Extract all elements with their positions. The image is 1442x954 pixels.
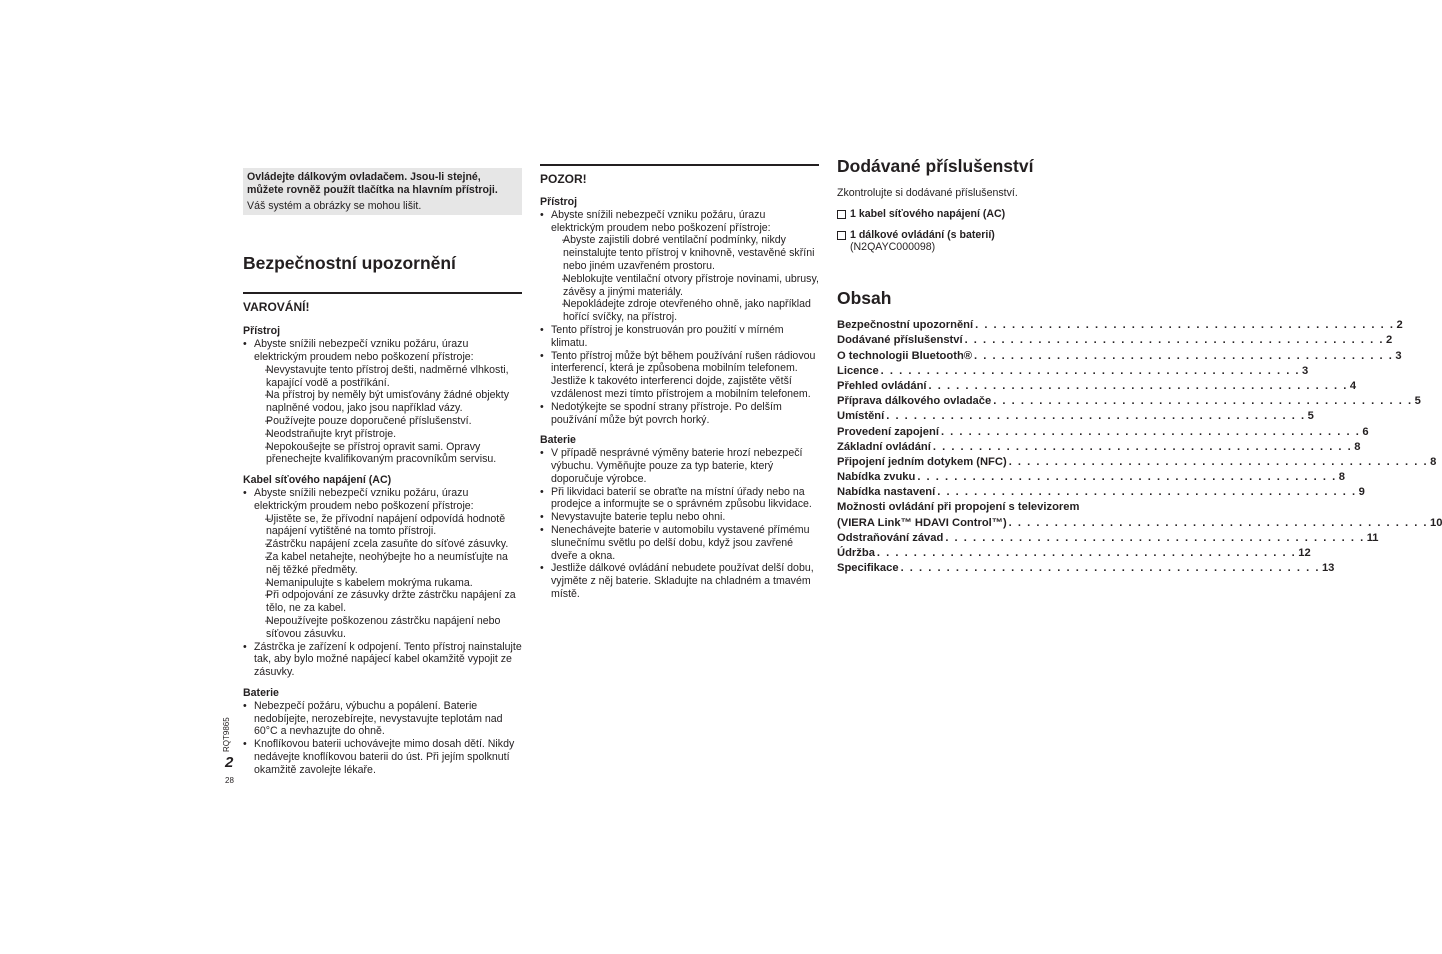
list-item: • Abyste snížili nebezpečí vzniku požáru, úrazu elektrickým proudem nebo poškození přístroje: – Ujistěte se, že přívodní napájení odpovídá hodnotě napájení vytištěné na tomto přístroji. – Zástrčku napájení zcela zasuňte do síťové zásuvky. – Za kabel netahejte, neohýbejte ho a neumísťujte na něj těžké předměty. – Nemanipulujte s kabelem mokrýma rukama. – Při odpojování ze zásuvky držte zástrčku napájení za tělo, ne za kabel. – Nepoužívejte poškozenou zástrčku napájení nebo síťovou zásuvku. [243,487,522,641]
toc-entry-title: Údržba [837,547,875,559]
list-item: • Nenechávejte baterie v automobilu vystavené přímému slunečnímu světlu po delší dobu, když jsou zavřené dveře a okna. [540,524,819,562]
toc-entry-title: Bezpečnostní upozornění [837,319,974,332]
table-of-contents [837,318,1442,576]
toc-entry [837,561,1335,576]
battery-list [540,447,819,601]
warning-heading: VAROVÁNÍ! [243,300,310,315]
toc-entry-page: 2 [1396,319,1403,332]
battery-heading: Baterie [243,686,279,699]
toc-leader-dots: . . . . . . . . . . . . . . . . . . . . . . . . . . . . . . . . . . . . . . . . . . . . . . [928,379,1348,392]
accessory-item: 1 kabel síťového napájení (AC) [837,208,1116,221]
toc-entry-title: Nabídka nastavení [837,486,936,499]
toc-entry-page: 6 [1362,425,1369,438]
accessory-item: 1 dálkové ovládání (s baterií) (N2QAYC000098) [837,229,1116,255]
list-item: – Používejte pouze doporučené příslušenství. [254,415,522,428]
battery-list [243,700,522,777]
toc-entry-title: Příprava dálkového ovladače [837,395,992,408]
toc-entry [837,349,1402,364]
toc-entry-title: Nabídka zvuku [837,471,916,484]
list-item: • Tento přístroj je konstruován pro použití v mírném klimatu. [540,324,819,350]
toc-entry-page: 8 [1354,440,1361,453]
list-item: – Při odpojování ze zásuvky držte zástrčku napájení za tělo, ne za kabel. [254,589,522,615]
toc-entry-title: Licence [837,364,879,377]
toc-entry [837,425,1369,440]
toc-entry [837,318,1403,333]
toc-entry-page: 11 [1366,531,1379,544]
toc-entry [837,485,1365,500]
column-middle [540,164,819,601]
toc-entry-title: (VIERA Link™ HDAVI Control™) [837,516,1007,529]
toc-leader-dots: . . . . . . . . . . . . . . . . . . . . . . . . . . . . . . . . . . . . . . . . . . . . . . [993,395,1413,408]
list-item: • V případě nesprávné výměny baterie hrozí nebezpečí výbuchu. Vyměňujte pouze za typ baterie, který doporučuje výrobce. [540,447,819,485]
safety-title: Bezpečnostní upozornění [243,253,456,274]
toc-entry [837,440,1361,455]
list-item: – Na přístroj by neměly být umisťovány žádné objekty naplněné vodou, jako jsou například vázy. [254,389,522,415]
note-box [243,168,522,215]
toc-entry-title: O technologii Bluetooth® [837,349,973,362]
column-left [243,168,522,776]
toc-entry [837,409,1314,424]
page-number: 2 [225,754,234,771]
list-item: – Zástrčku napájení zcela zasuňte do síťové zásuvky. [254,538,522,551]
list-item: – Za kabel netahejte, neohýbejte ho a neumísťujte na něj těžké předměty. [254,551,522,577]
list-item: • Zástrčka je zařízení k odpojení. Tento přístroj nainstalujte tak, aby bylo možné napájecí kabel okamžitě vypojit ze zásuvky. [243,641,522,679]
note-bold: Ovládejte dálkovým ovladačem. Jsou-li stejné, můžete rovněž použít tlačítka na hlavním přístroji. [247,171,498,196]
device-list [243,338,522,466]
caution-heading: POZOR! [540,172,587,186]
toc-entry-title: Dodávané příslušenství [837,334,963,347]
toc-entry-page: 13 [1321,562,1335,575]
toc-entry-title: Provedení zapojení [837,425,939,438]
toc-leader-dots: . . . . . . . . . . . . . . . . . . . . . . . . . . . . . . . . . . . . . . . . . . . . . . [1008,516,1429,529]
accessories-intro: Zkontrolujte si dodávané příslušenství. [837,187,1018,199]
toc-entry-page: 9 [1358,486,1365,499]
list-item: • Jestliže dálkové ovládání nebudete používat delší dobu, vyjměte z něj baterie. Skladujte na chladném a tmavém místě. [540,562,819,600]
toc-entry-page: 5 [1414,395,1421,408]
toc-entry-page: 8 [1430,455,1437,468]
list-item: – Nemanipulujte s kabelem mokrýma rukama. [254,577,522,590]
toc-entry [837,455,1437,470]
device-heading: Přístroj [243,325,281,338]
model-code: RQT9865 [222,717,231,752]
toc-leader-dots: . . . . . . . . . . . . . . . . . . . . . . . . . . . . . . . . . . . . . . . . . . . . . . [880,364,1301,377]
toc-entry-page: 4 [1349,379,1357,392]
toc-entry-title: Možnosti ovládání při propojení s televizorem [837,501,1080,514]
list-item: • Nebezpečí požáru, výbuchu a popálení. Baterie nedobíjejte, nerozebírejte, nevystavujte teplotám nad 60°C a nevhazujte do ohně. [243,700,522,738]
cable-list [243,487,522,679]
toc-leader-dots: . . . . . . . . . . . . . . . . . . . . . . . . . . . . . . . . . . . . . . . . . . . . . . [940,425,1361,438]
toc-entry [837,546,1311,561]
toc-entry-page: 3 [1395,349,1402,362]
toc-leader-dots: . . . . . . . . . . . . . . . . . . . . . . . . . . . . . . . . . . . . . . . . . . . . . . [886,410,1306,423]
toc-leader-dots: . . . . . . . . . . . . . . . . . . . . . . . . . . . . . . . . . . . . . . . . . . . . . . [900,562,1320,575]
toc-entry-title: Přehled ovládání [837,379,927,392]
list-item: • Tento přístroj může být během používání rušen rádiovou interferencí, která je způsobena mobilním telefonem. Jestliže k takovéto interferenci dojde, zajistěte větší vzdálenost mezi tímto přístrojem a mobilním telefonem. [540,350,819,401]
list-item: • Abyste snížili nebezpečí vzniku požáru, úrazu elektrickým proudem nebo poškození přístroje: – Nevystavujte tento přístroj dešti, nadměrné vlhkosti, kapající vodě a postříkání. – Na přístroj by neměly být umisťovány žádné objekty naplněné vodou, jako jsou například vázy. – Používejte pouze doporučené příslušenství. – Neodstraňujte kryt přístroje. – Nepokoušejte se přístroj opravit sami. Opravy přenechejte kvalifikovaným pracovníkům servisu. [243,338,522,466]
toc-entry [837,394,1421,409]
toc-leader-dots: . . . . . . . . . . . . . . . . . . . . . . . . . . . . . . . . . . . . . . . . . . . . . . [917,471,1337,484]
toc-entry [837,470,1345,485]
toc-leader-dots: . . . . . . . . . . . . . . . . . . . . . . . . . . . . . . . . . . . . . . . . . . . . . . [945,531,1365,544]
accessories-title: Dodávané příslušenství [837,156,1034,176]
toc-entry-page: 5 [1307,410,1314,423]
list-item: • Abyste snížili nebezpečí vzniku požáru, úrazu elektrickým proudem nebo poškození přístroje: – Abyste zajistili dobré ventilační podmínky, nikdy neinstalujte tento přístroj v knihovně, vestavěné skříni nebo jiném uzavřeném prostoru. – Neblokujte ventilační otvory přístroje novinami, ubrusy, závěsy a jinými materiály. – Nepokládejte zdroje otevřeného ohně, jako například hořící svíčky, na přístroj. [540,209,819,324]
device-list [540,209,819,427]
cable-heading: Kabel síťového napájení (AC) [243,474,392,487]
toc-entry [837,531,1379,546]
list-item: – Nepokládejte zdroje otevřeného ohně, jako například hořící svíčky, na přístroj. [551,298,819,324]
toc-entry [837,500,1116,515]
small-page-number: 28 [225,776,234,785]
toc-leader-dots: . . . . . . . . . . . . . . . . . . . . . . . . . . . . . . . . . . . . . . . . . . . . . . [937,486,1357,499]
toc-entry-page: 8 [1338,471,1345,484]
toc-entry-title: Odstraňování závad [837,531,944,544]
toc-entry-title: Připojení jedním dotykem (NFC) [837,455,1007,468]
list-item: – Neblokujte ventilační otvory přístroje novinami, ubrusy, závěsy a jinými materiály. [551,273,819,299]
list-item: – Ujistěte se, že přívodní napájení odpovídá hodnotě napájení vytištěné na tomto přístroji. [254,513,522,539]
list-item: • Knoflíkovou baterii uchovávejte mimo dosah dětí. Nikdy nedávejte knoflíkovou baterii do úst. Při jejím spolknutí okamžitě zavolejte lékaře. [243,738,522,776]
list-item: – Neodstraňujte kryt přístroje. [254,428,522,441]
list-item: – Nevystavujte tento přístroj dešti, nadměrné vlhkosti, kapající vodě a postříkání. [254,364,522,390]
toc-entry-page: 2 [1385,334,1393,347]
column-right [837,156,1442,576]
toc-entry [837,516,1442,531]
toc-leader-dots: . . . . . . . . . . . . . . . . . . . . . . . . . . . . . . . . . . . . . . . . . . . . . . [1008,455,1429,468]
contents-title: Obsah [837,288,892,309]
battery-heading: Baterie [540,434,576,447]
list-item: • Nedotýkejte se spodní strany přístroje. Po delším používání může být povrch horký. [540,401,819,427]
toc-entry-title: Základní ovládání [837,440,931,453]
toc-leader-dots: . . . . . . . . . . . . . . . . . . . . . . . . . . . . . . . . . . . . . . . . . . . . . . [964,334,1384,347]
device-heading: Přístroj [540,196,578,208]
toc-entry-page: 3 [1302,364,1309,377]
toc-leader-dots: . . . . . . . . . . . . . . . . . . . . . . . . . . . . . . . . . . . . . . . . . . . . . . [932,440,1353,453]
toc-entry-page: 10 [1430,516,1442,529]
list-item: – Nepokoušejte se přístroj opravit sami. Opravy přenechejte kvalifikovaným pracovníkům servisu. [254,441,522,467]
list-item: • Při likvidaci baterií se obraťte na místní úřady nebo na prodejce a informujte se o správném způsobu likvidace. [540,486,819,512]
toc-entry-title: Umístění [837,410,885,423]
toc-entry [837,379,1357,394]
checkbox-icon [837,210,846,219]
toc-entry [837,333,1393,348]
list-item: – Nepoužívejte poškozenou zástrčku napájení nebo síťovou zásuvku. [254,615,522,641]
list-item: • Nevystavujte baterie teplu nebo ohni. [540,511,819,524]
note-normal: Váš systém a obrázky se mohou lišit. [247,199,422,212]
toc-leader-dots: . . . . . . . . . . . . . . . . . . . . . . . . . . . . . . . . . . . . . . . . . . . . . . [876,547,1297,559]
list-item: – Abyste zajistili dobré ventilační podmínky, nikdy neinstalujte tento přístroj v knihovně, vestavěné skříni nebo jiném uzavřeném prostoru. [551,234,819,272]
toc-leader-dots: . . . . . . . . . . . . . . . . . . . . . . . . . . . . . . . . . . . . . . . . . . . . . . [974,349,1394,362]
toc-leader-dots: . . . . . . . . . . . . . . . . . . . . . . . . . . . . . . . . . . . . . . . . . . . . . . [975,319,1395,332]
toc-entry-title: Specifikace [837,562,899,575]
toc-entry-page: 12 [1298,547,1311,559]
checkbox-icon [837,231,846,240]
toc-entry [837,364,1309,379]
